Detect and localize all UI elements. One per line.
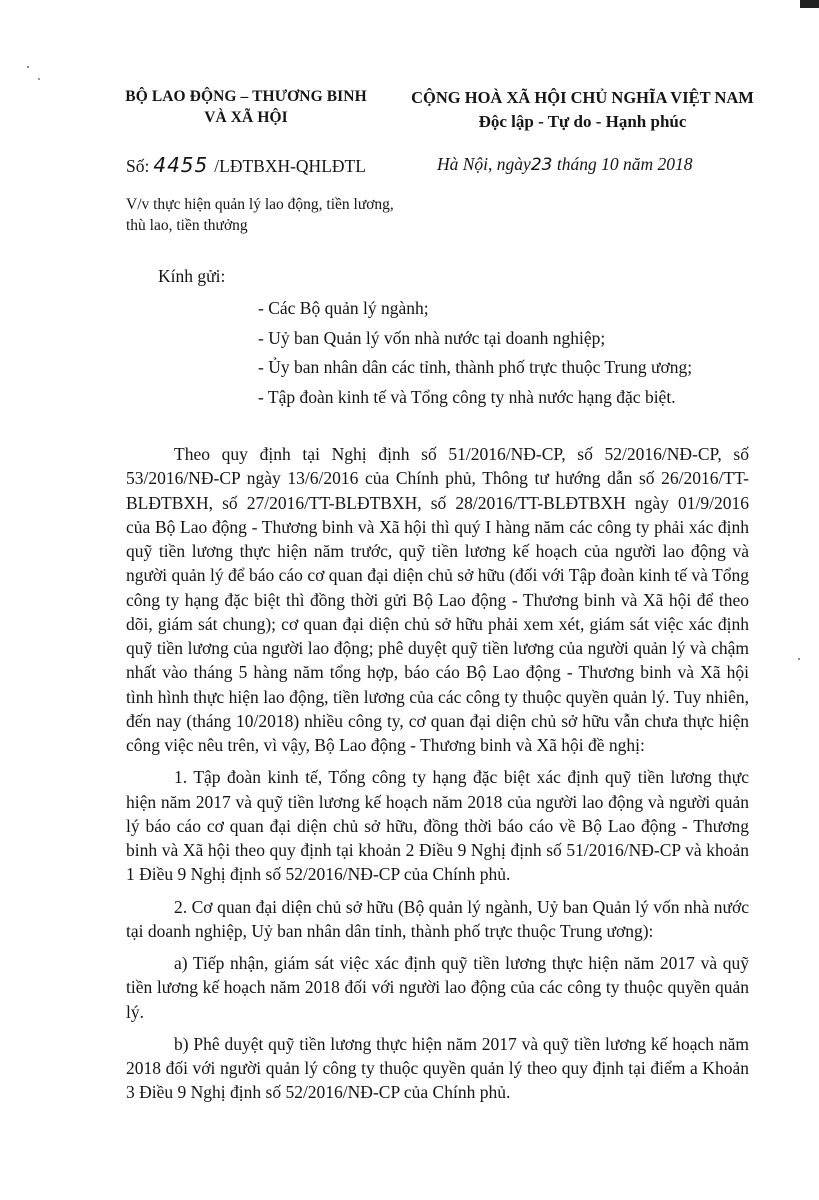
recipient-item: - Các Bộ quản lý ngành;	[258, 298, 429, 318]
recipient-item: - Uỷ ban Quản lý vốn nhà nước tại doanh nghiệp;	[258, 327, 606, 348]
date-month-year: tháng 10 năm 2018	[552, 154, 693, 174]
body-paragraph-item-2: 2. Cơ quan đại diện chủ sở hữu (Bộ quản lý ngành, Uỷ ban Quản lý vốn nhà nước tại doanh nghiệp, Uỷ ban nhân dân tỉnh, thành phố trực thuộc Trung ương):	[126, 896, 749, 941]
body-paragraph-item-2b: b) Phê duyệt quỹ tiền lương thực hiện năm 2017 và quỹ tiền lương kế hoạch năm 2018 đối với người quản lý công ty thuộc quyền quản lý theo quy định tại điểm a Khoản 3 Điều 9 Nghị định số 52/2016/NĐ-CP của Chính phủ.	[126, 1033, 749, 1103]
scan-speck	[798, 658, 800, 660]
national-motto	[405, 86, 760, 134]
handwritten-number: 4455	[153, 153, 209, 177]
document-subject: V/v thực hiện quản lý lao động, tiền lương, thù lao, tiền thưởng	[126, 196, 394, 234]
scan-speck	[38, 78, 40, 80]
recipient-item: - Tập đoàn kinh tế và Tổng công ty nhà nước hạng đặc biệt.	[258, 386, 676, 407]
nation-motto: Độc lập - Tự do - Hạnh phúc	[478, 112, 687, 131]
handwritten-day: 23	[530, 155, 553, 175]
ministry-name-line2: VÀ XÃ HỘI	[204, 109, 288, 126]
issue-date	[437, 154, 692, 175]
body-paragraph-intro: Theo quy định tại Nghị định số 51/2016/NĐ-CP, số 52/2016/NĐ-CP, số 53/2016/NĐ-CP ngày 13/6/2016 của Chính phủ, Thông tư hướng dẫn số 26/2016/TT-BLĐTBXH, số 27/2016/TT-BLĐTBXH, số 28/2016/TT-BLĐTBXH ngày 01/9/2016 của Bộ Lao động - Thương binh và Xã hội thì quý I hàng năm các công ty phải xác định quỹ tiền lương thực hiện năm trước, quỹ tiền lương kế hoạch của người lao động và người quản lý để báo cáo cơ quan đại diện chủ sở hữu (đối với Tập đoàn kinh tế và Tổng công ty hạng đặc biệt thì đồng thời gửi Bộ Lao động - Thương binh và Xã hội để theo dõi, giám sát chung); cơ quan đại diện chủ sở hữu phải xem xét, giám sát việc xác định quỹ tiền lương của người lao động; phê duyệt quỹ tiền lương của người quản lý và chậm nhất vào tháng 5 hàng năm tổng hợp, báo cáo Bộ Lao động - Thương binh và Xã hội tình hình thực hiện lao động, tiền lương của các công ty thuộc quyền quản lý. Tuy nhiên, đến nay (tháng 10/2018) nhiều công ty, cơ quan đại diện chủ sở hữu vẫn chưa thực hiện công việc nêu trên, vì vậy, Bộ Lao động - Thương binh và Xã hội đề nghị:	[126, 444, 749, 755]
issuing-ministry	[96, 86, 396, 128]
document-body	[126, 442, 749, 1105]
recipient-item: - Ủy ban nhân dân các tỉnh, thành phố trực thuộc Trung ương;	[258, 357, 693, 377]
body-paragraph-item-2a: a) Tiếp nhận, giám sát việc xác định quỹ tiền lương thực hiện năm 2017 và quỹ tiền lương kế hoạch năm 2018 đối với người lao động của các công ty thuộc quyền quản lý.	[126, 953, 749, 1022]
date-place: Hà Nội, ngày	[437, 154, 531, 174]
recipient-list	[258, 294, 778, 412]
body-paragraph-item-1: 1. Tập đoàn kinh tế, Tổng công ty hạng đặc biệt xác định quỹ tiền lương thực hiện năm 2017 và quỹ tiền lương kế hoạch năm 2018 của người lao động và người quản lý báo cáo cơ quan đại diện chủ sở hữu, đồng thời báo cáo về Bộ Lao động - Thương binh và Xã hội theo quy định tại khoản 2 Điều 9 Nghị định số 51/2016/NĐ-CP và khoản 1 Điều 9 Nghị định số 52/2016/NĐ-CP của Chính phủ.	[126, 767, 749, 885]
salutation: Kính gửi:	[158, 266, 226, 286]
scan-corner-mark	[800, 0, 819, 8]
number-prefix: Số:	[126, 156, 150, 176]
document-number	[126, 153, 366, 177]
number-code: /LĐTBXH-QHLĐTL	[214, 156, 366, 176]
ministry-name-line1: BỘ LAO ĐỘNG – THƯƠNG BINH	[125, 88, 367, 105]
nation-title: CỘNG HOÀ XÃ HỘI CHỦ NGHĨA VIỆT NAM	[411, 88, 754, 107]
scan-speck	[27, 66, 29, 68]
